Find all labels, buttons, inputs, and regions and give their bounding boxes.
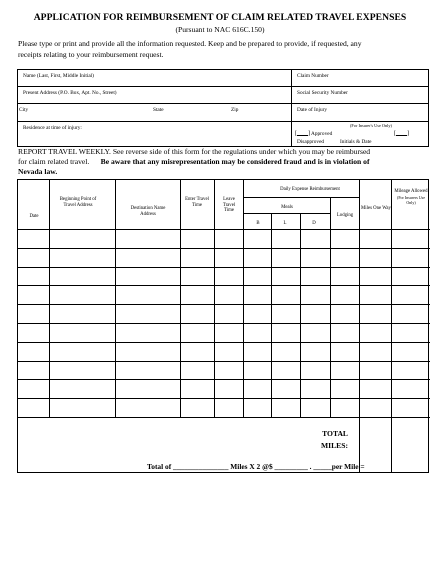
weekly-line-2 (18, 157, 430, 167)
miles-one-way-cell[interactable] (360, 343, 391, 361)
enter-travel-time-cell[interactable] (181, 399, 214, 417)
header-meal-l: L (283, 221, 287, 226)
destination-cell[interactable] (116, 230, 180, 248)
date-cell[interactable] (19, 380, 49, 398)
residence-field[interactable]: Residence at time of injury: (23, 125, 82, 131)
insurer-checkbox[interactable] (396, 130, 407, 136)
header-meal-d: D (312, 221, 316, 226)
beginning-point-cell[interactable] (50, 343, 115, 361)
leave-travel-time-cell[interactable] (215, 249, 243, 267)
mileage-allowed-cell[interactable] (392, 380, 430, 398)
table-row (18, 286, 430, 304)
lodging-cell[interactable] (331, 286, 359, 304)
header-miles-one-way: Miles One Way (361, 206, 391, 211)
date-cell[interactable] (19, 362, 49, 380)
intro-line-1: Please type or print and provide all the information requested. Keep and be prepared to provide, if requested, any (18, 39, 362, 48)
mileage-calculation-line: Total of _______________ Miles X 2 @$ _________ . _____per Mile = (147, 462, 365, 471)
city-field[interactable]: City (19, 107, 29, 113)
disapproved-label: Disapproved (297, 139, 325, 145)
meal-b-cell[interactable] (244, 324, 271, 342)
meal-l-cell[interactable] (272, 362, 300, 380)
miles-one-way-cell[interactable] (360, 380, 391, 398)
total-label: TOTAL (322, 429, 348, 438)
header-divider (243, 197, 359, 198)
meal-l-cell[interactable] (272, 380, 300, 398)
destination-cell[interactable] (116, 249, 180, 267)
destination-cell[interactable] (116, 324, 180, 342)
intro-line-2: receipts relating to your reimbursement request. (18, 50, 164, 59)
miles-one-way-cell[interactable] (360, 268, 391, 286)
miles-one-way-cell[interactable] (360, 399, 391, 417)
lodging-cell[interactable] (331, 362, 359, 380)
beginning-point-cell[interactable] (50, 286, 115, 304)
meal-d-cell[interactable] (301, 286, 330, 304)
meal-d-cell[interactable] (301, 362, 330, 380)
meal-b-cell[interactable] (244, 230, 271, 248)
enter-travel-time-cell[interactable] (181, 343, 214, 361)
beginning-point-cell[interactable] (50, 249, 115, 267)
header-enter-travel-time: Enter Travel Time (185, 197, 209, 208)
weekly-line-1: REPORT TRAVEL WEEKLY. See reverse side of this form for the regulations under which you may be reimbursed (18, 147, 371, 156)
meal-b-cell[interactable] (244, 399, 271, 417)
meal-b-cell[interactable] (244, 305, 271, 323)
date-cell[interactable] (19, 268, 49, 286)
destination-cell[interactable] (116, 380, 180, 398)
mileage-allowed-cell[interactable] (392, 286, 430, 304)
header-destination: Destination Name Address (130, 206, 166, 217)
lodging-cell[interactable] (331, 324, 359, 342)
leave-travel-time-cell[interactable] (215, 399, 243, 417)
header-meals: Meals (281, 205, 293, 210)
lodging-cell[interactable] (331, 268, 359, 286)
approved-option[interactable]: [ ] Approved (295, 131, 333, 137)
state-field[interactable]: State (153, 107, 164, 113)
total-miles-label (288, 428, 348, 452)
meal-l-cell[interactable] (272, 399, 300, 417)
enter-travel-time-cell[interactable] (181, 249, 214, 267)
meal-d-cell[interactable] (301, 249, 330, 267)
form-subtitle: (Pursuant to NAC 616C.150) (175, 25, 265, 34)
mileage-allowed-cell[interactable] (392, 362, 430, 380)
meal-l-cell[interactable] (272, 305, 300, 323)
insurer-use-note: (For Insurer's Use Only) (350, 123, 392, 128)
initials-date-label: Initials & Date (340, 139, 372, 145)
mileage-allowed-note: (For Insurers Use Only) (397, 194, 425, 205)
table-row (18, 249, 430, 267)
table-row (18, 343, 430, 361)
leave-travel-time-cell[interactable] (215, 324, 243, 342)
form-title: APPLICATION FOR REIMBURSEMENT OF CLAIM RELATED TRAVEL EXPENSES (33, 12, 407, 23)
meal-b-cell[interactable] (244, 249, 271, 267)
claimant-info-box (17, 69, 429, 147)
date-cell[interactable] (19, 399, 49, 417)
travel-expense-table (17, 179, 429, 473)
enter-travel-time-cell[interactable] (181, 362, 214, 380)
info-divider (18, 86, 428, 87)
mileage-allowed-cell[interactable] (392, 399, 430, 417)
destination-cell[interactable] (116, 399, 180, 417)
destination-cell[interactable] (116, 268, 180, 286)
meal-l-cell[interactable] (272, 343, 300, 361)
miles-one-way-cell[interactable] (360, 286, 391, 304)
date-cell[interactable] (19, 343, 49, 361)
header-daily-expense: Daily Expense Reimbursement (280, 187, 340, 192)
mileage-allowed-cell[interactable] (392, 230, 430, 248)
mileage-allowed-label: Mileage Allowed (394, 189, 428, 194)
table-row (18, 305, 430, 323)
meal-b-cell[interactable] (244, 343, 271, 361)
enter-travel-time-cell[interactable] (181, 305, 214, 323)
insurer-checkbox-option[interactable]: [ ] (394, 131, 409, 137)
miles-label: MILES: (320, 441, 348, 450)
meal-l-cell[interactable] (272, 230, 300, 248)
meal-l-cell[interactable] (272, 249, 300, 267)
miles-one-way-cell[interactable] (360, 249, 391, 267)
mileage-allowed-cell[interactable] (392, 305, 430, 323)
approved-label: Approved (311, 131, 333, 137)
leave-travel-time-cell[interactable] (215, 343, 243, 361)
approved-checkbox[interactable] (297, 130, 308, 136)
table-row (18, 268, 430, 286)
date-cell[interactable] (19, 305, 49, 323)
leave-travel-time-cell[interactable] (215, 286, 243, 304)
info-divider (18, 103, 428, 104)
destination-cell[interactable] (116, 286, 180, 304)
meal-l-cell[interactable] (272, 286, 300, 304)
header-leave-travel-time: Leave Travel Time (222, 197, 236, 214)
table-row (18, 380, 430, 398)
meal-l-cell[interactable] (272, 324, 300, 342)
meal-d-cell[interactable] (301, 230, 330, 248)
table-row (18, 324, 430, 342)
leave-travel-time-cell[interactable] (215, 380, 243, 398)
meal-d-cell[interactable] (301, 399, 330, 417)
meal-d-cell[interactable] (301, 268, 330, 286)
info-divider-vertical (291, 70, 292, 146)
mileage-allowed-cell[interactable] (392, 249, 430, 267)
beginning-point-cell[interactable] (50, 268, 115, 286)
header-beginning-point: Beginning Point of Travel Address (59, 197, 97, 208)
header-mileage-allowed (394, 189, 428, 205)
enter-travel-time-cell[interactable] (181, 380, 214, 398)
enter-travel-time-cell[interactable] (181, 324, 214, 342)
header-divider (243, 213, 330, 214)
date-cell[interactable] (19, 324, 49, 342)
fraud-warning: Be aware that any misrepresentation may be considered fraud and is in violation of (100, 157, 370, 166)
lodging-cell[interactable] (331, 343, 359, 361)
weekly-line-2-prefix: for claim related travel. (18, 157, 90, 166)
table-row (18, 399, 430, 417)
intro-text (18, 38, 428, 60)
beginning-point-cell[interactable] (50, 324, 115, 342)
header-meal-b: B (256, 221, 260, 226)
mileage-allowed-cell[interactable] (392, 343, 430, 361)
zip-field[interactable]: Zip (231, 107, 239, 113)
destination-cell[interactable] (116, 362, 180, 380)
lodging-cell[interactable] (331, 249, 359, 267)
leave-travel-time-cell[interactable] (215, 305, 243, 323)
beginning-point-cell[interactable] (50, 380, 115, 398)
beginning-point-cell[interactable] (50, 362, 115, 380)
lodging-cell[interactable] (331, 380, 359, 398)
date-cell[interactable] (19, 286, 49, 304)
total-miles-cell[interactable] (360, 418, 391, 473)
meal-b-cell[interactable] (244, 362, 271, 380)
injury-date-field[interactable]: Date of Injury (297, 107, 328, 113)
beginning-point-cell[interactable] (50, 399, 115, 417)
address-field[interactable]: Present Address (P.O. Box, Apt. No., Street) (23, 90, 117, 96)
leave-travel-time-cell[interactable] (215, 362, 243, 380)
lodging-cell[interactable] (331, 399, 359, 417)
beginning-point-cell[interactable] (50, 230, 115, 248)
leave-travel-time-cell[interactable] (215, 230, 243, 248)
mileage-allowed-cell[interactable] (392, 268, 430, 286)
meal-l-cell[interactable] (272, 268, 300, 286)
claim-number-field[interactable]: Claim Number (297, 73, 329, 79)
meal-d-cell[interactable] (301, 305, 330, 323)
date-cell[interactable] (19, 249, 49, 267)
total-mileage-allowed-cell[interactable] (392, 418, 429, 473)
meal-d-cell[interactable] (301, 324, 330, 342)
lodging-cell[interactable] (331, 305, 359, 323)
ssn-field[interactable]: Social Security Number (297, 90, 348, 96)
destination-cell[interactable] (116, 343, 180, 361)
fraud-warning-end: Nevada law. (18, 167, 58, 176)
beginning-point-cell[interactable] (50, 305, 115, 323)
destination-cell[interactable] (116, 305, 180, 323)
info-divider (18, 121, 428, 122)
header-lodging: Lodging (336, 213, 354, 218)
table-row (18, 362, 430, 380)
miles-one-way-cell[interactable] (360, 230, 391, 248)
enter-travel-time-cell[interactable] (181, 230, 214, 248)
mileage-allowed-cell[interactable] (392, 324, 430, 342)
miles-one-way-cell[interactable] (360, 362, 391, 380)
leave-travel-time-cell[interactable] (215, 268, 243, 286)
miles-one-way-cell[interactable] (360, 324, 391, 342)
name-field[interactable]: Name (Last, First, Middle Initial) (23, 73, 94, 79)
table-row (18, 230, 430, 248)
enter-travel-time-cell[interactable] (181, 286, 214, 304)
lodging-cell[interactable] (331, 230, 359, 248)
enter-travel-time-cell[interactable] (181, 268, 214, 286)
meal-b-cell[interactable] (244, 268, 271, 286)
header-date: Date (29, 214, 39, 219)
meal-b-cell[interactable] (244, 286, 271, 304)
meal-b-cell[interactable] (244, 380, 271, 398)
weekly-report-notice (18, 147, 430, 177)
date-cell[interactable] (19, 230, 49, 248)
meal-d-cell[interactable] (301, 343, 330, 361)
meal-d-cell[interactable] (301, 380, 330, 398)
miles-one-way-cell[interactable] (360, 305, 391, 323)
